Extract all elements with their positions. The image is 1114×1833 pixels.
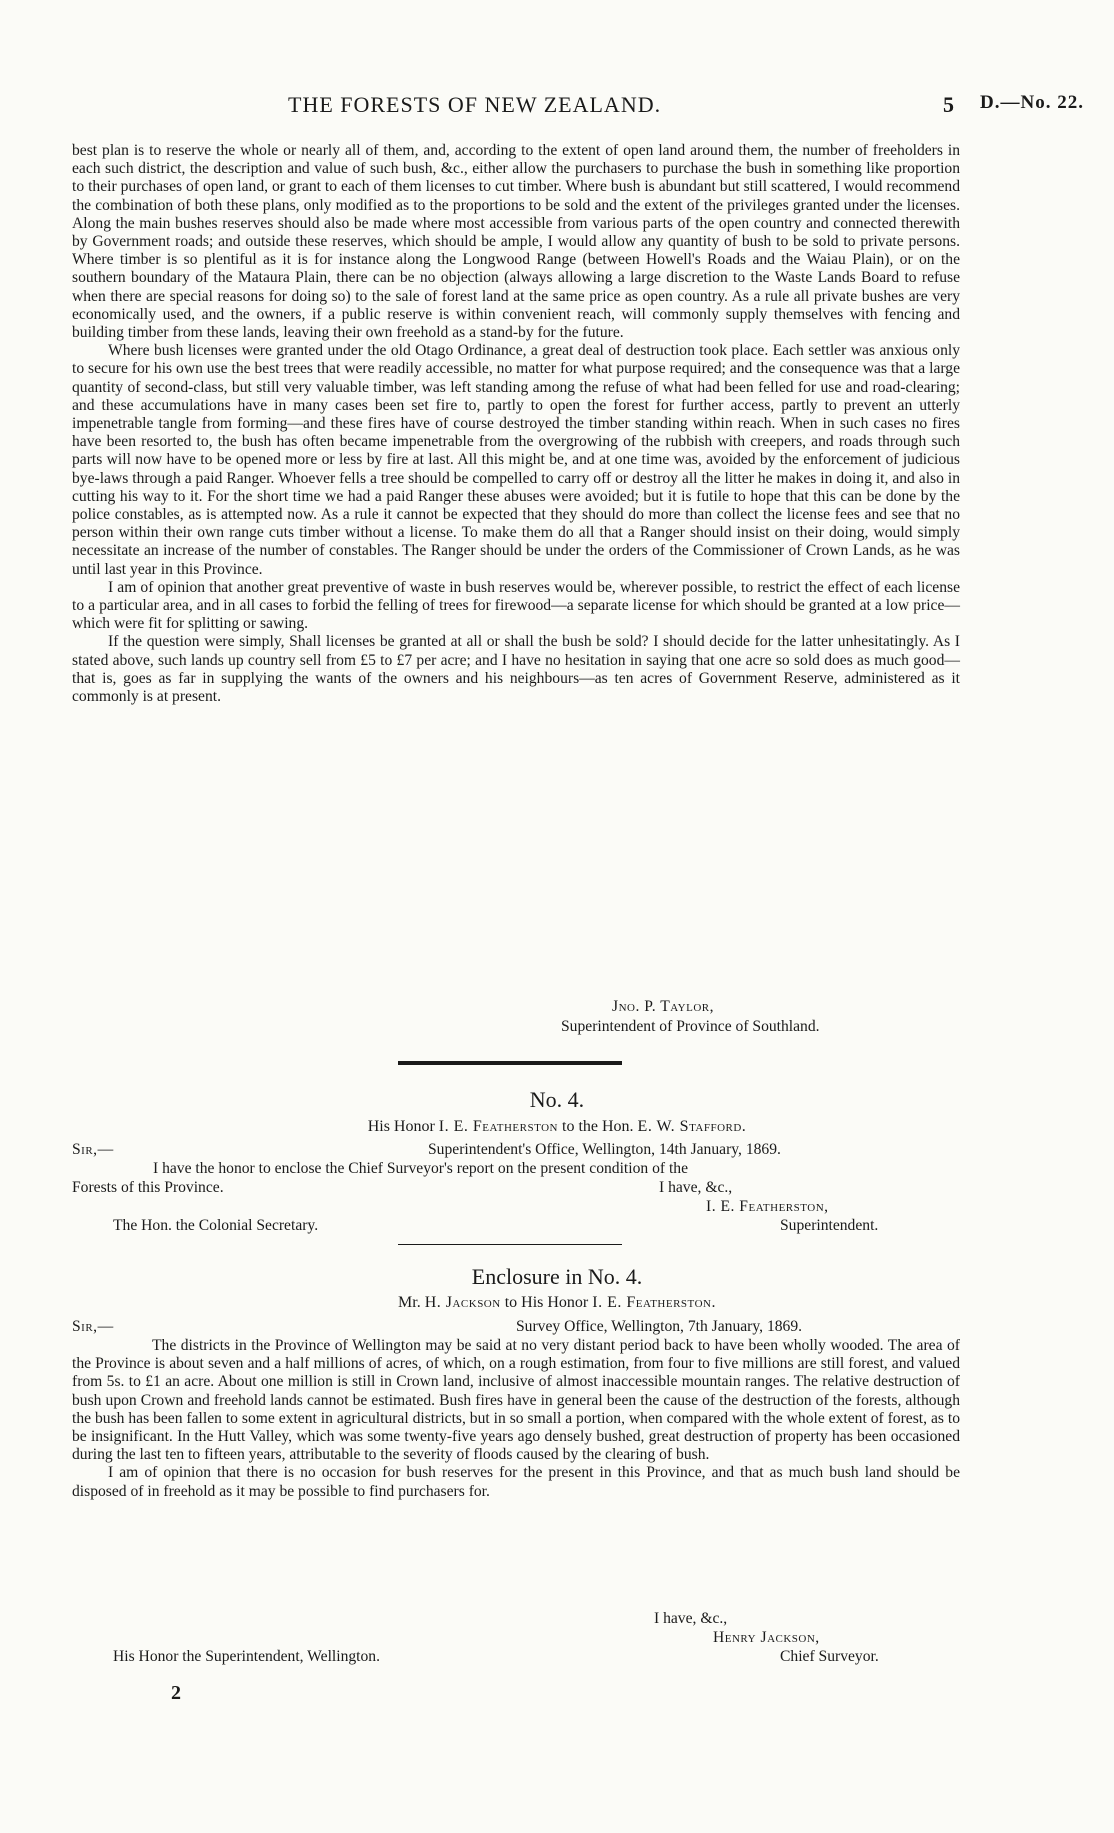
- letter-line: Forests of this Province.: [72, 1179, 224, 1196]
- section-divider: [398, 1244, 622, 1245]
- signature-title: Chief Surveyor.: [780, 1648, 879, 1665]
- section-subheading: [0, 1294, 1114, 1312]
- sender-name: I. E. Featherston: [438, 1118, 558, 1135]
- section-subheading: [0, 1118, 1114, 1136]
- paragraph: I am of opinion that there is no occasion for bush reserves for the present in this Province, and that as much bush land should be disposed of in freehold as it may be possible to find purchasers for.: [72, 1464, 960, 1500]
- subheading-prefix: Mr.: [398, 1294, 425, 1311]
- signature-name: Jno. P. Taylor,: [612, 998, 715, 1015]
- dateline: Survey Office, Wellington, 7th January, 1869.: [516, 1318, 803, 1335]
- addressee: The Hon. the Colonial Secretary.: [113, 1217, 319, 1234]
- document-reference: D.—No. 22.: [980, 92, 1084, 113]
- section-divider: [398, 1061, 622, 1065]
- closing: I have, &c.,: [659, 1179, 733, 1196]
- page-number: 5: [943, 92, 955, 117]
- section-heading: Enclosure in No. 4.: [471, 1264, 643, 1289]
- signature-title: Superintendent of Province of Southland.: [561, 1018, 820, 1035]
- salutation: Sir,—: [72, 1141, 114, 1158]
- signature-name: Henry Jackson,: [713, 1629, 820, 1646]
- paragraph: If the question were simply, Shall licenses be granted at all or shall the bush be sold? I should decide for the latter unhesitatingly. As I stated above, such lands up country sell from £5 to £7 per acre; and I have no hesitation in saying that one acre so sold does as much good—that is, goes as far in supplying the wants of the owners and his neighbours—as ten acres of Government Reserve, administered as it commonly is at present.: [72, 633, 960, 706]
- section-heading: No. 4.: [529, 1087, 585, 1112]
- paragraph: I am of opinion that another great preventive of waste in bush reserves would be, wherever possible, to restrict the effect of each license to a particular area, and in all cases to forbid the felling of trees for firewood—a separate license for which should be granted at a low price—which were fit for splitting or sawing.: [72, 578, 960, 633]
- paragraph: The districts in the Province of Wellington may be said at no very distant period back to have been wholly wooded. The area of the Province is about seven and a half millions of acres, of which, on a rough estimation, from four to five millions are still forest, and valued from 5s. to £1 an acre. About one million is still in Crown land, inclusive of almost inaccessible mountain ranges. The relative destruction of bush upon Crown and freehold lands cannot be estimated. Bush fires have in general been the cause of the destruction of the forests, although the bush has been fallen to some extent in agricultural districts, but in so small a portion, when compared with the whole extent of forest, as to be insignificant. In the Hutt Valley, which was some twenty-five years ago densely bushed, great destruction of property has been occasioned during the last ten to fifteen years, attributable to the severity of floods caused by the clearing of bush.: [72, 1337, 960, 1464]
- addressee: His Honor the Superintendent, Wellington.: [113, 1648, 380, 1665]
- salutation: Sir,—: [72, 1318, 114, 1335]
- signature-title: Superintendent.: [780, 1217, 879, 1234]
- jackson-letter-body: [72, 1337, 960, 1501]
- signature-name: I. E. Featherston,: [706, 1198, 829, 1215]
- signature-mark: 2: [171, 1682, 181, 1704]
- paragraph: Where bush licenses were granted under the old Otago Ordinance, a great deal of destruction took place. Each settler was anxious only to secure for his own use the best trees that were readily accessible, no matter for what purpose required; and the consequence was that a large quantity of second-class, but still very valuable timber, was left standing among the refuse of what had been felled for use and road-clearing; and these accumulations have in many cases been set fire to, partly to open the forest for further access, partly to prevent an utterly impenetrable tangle from forming—and these fires have of course destroyed the timber standing within reach. When in such cases no fires have been resorted to, the bush has often became impenetrable from the overgrowing of the rubbish with creepers, and roads through such parts will now have to be opened more or less by fire at last. All this might be, and at one time was, avoided by the enforcement of judicious bye-laws through a paid Ranger. Whoever fells a tree should be compelled to carry off or destroy all the litter he makes in doing it, and also in cutting his way to it. For the short time we had a paid Ranger these abuses were avoided; but it is futile to hope that this can be done by the police constables, as is attempted now. As a rule it cannot be expected that they should do more than collect the license fees and see that no person within their own range cuts timber without a license. To make them do all that a Ranger should insist on their doing, would simply necessitate an increase of the number of constables. The Ranger should be under the orders of the Commissioner of Crown Lands, as he was until last year in this Province.: [72, 342, 960, 578]
- letter-line: I have the honor to enclose the Chief Surveyor's report on the present condition of the: [153, 1160, 689, 1177]
- dateline: Superintendent's Office, Wellington, 14th January, 1869.: [428, 1141, 781, 1158]
- running-header-title: THE FORESTS OF NEW ZEALAND.: [288, 92, 662, 117]
- taylor-letter-body: [72, 142, 960, 706]
- subheading-prefix: His Honor: [367, 1118, 439, 1135]
- paragraph: best plan is to reserve the whole or nearly all of them, and, according to the extent of open land around them, the number of freeholders in each such district, the description and value of such bush, &c., either allow the purchasers to purchase the bush in something like proportion to their purchases of open land, or grant to each of them licenses to cut timber. Where bush is abundant but still scattered, I would recommend the combination of both these plans, only modified as to the proportions to be sold and the extent of the privileges granted under the licenses. Along the main bushes reserves should also be made where most accessible from various parts of the open country and connected therewith by Government roads; and outside these reserves, which should be ample, I would allow any quantity of bush to be sold to private persons. Where timber is so plentiful as it is for instance along the Longwood Range (between Howell's Roads and the Waiau Plain), or on the southern boundary of the Mataura Plain, there can be no objection (always allowing a large discretion to the Waste Lands Board to refuse when there are special reasons for doing so) to the sale of forest land at the same price as open country. As a rule all private bushes are very economically used, and the owners, if a public reserve is within convenient reach, will commonly supply themselves with fencing and building timber from these lands, leaving their own freehold as a stand-by for the future.: [72, 142, 960, 342]
- sender-name: H. Jackson: [424, 1294, 501, 1311]
- recipient-name: E. W. Stafford.: [637, 1118, 747, 1135]
- recipient-name: I. E. Featherston.: [592, 1294, 716, 1311]
- closing: I have, &c.,: [654, 1610, 728, 1627]
- subheading-mid: to His Honor: [500, 1294, 593, 1311]
- subheading-mid: to the Hon.: [558, 1118, 638, 1135]
